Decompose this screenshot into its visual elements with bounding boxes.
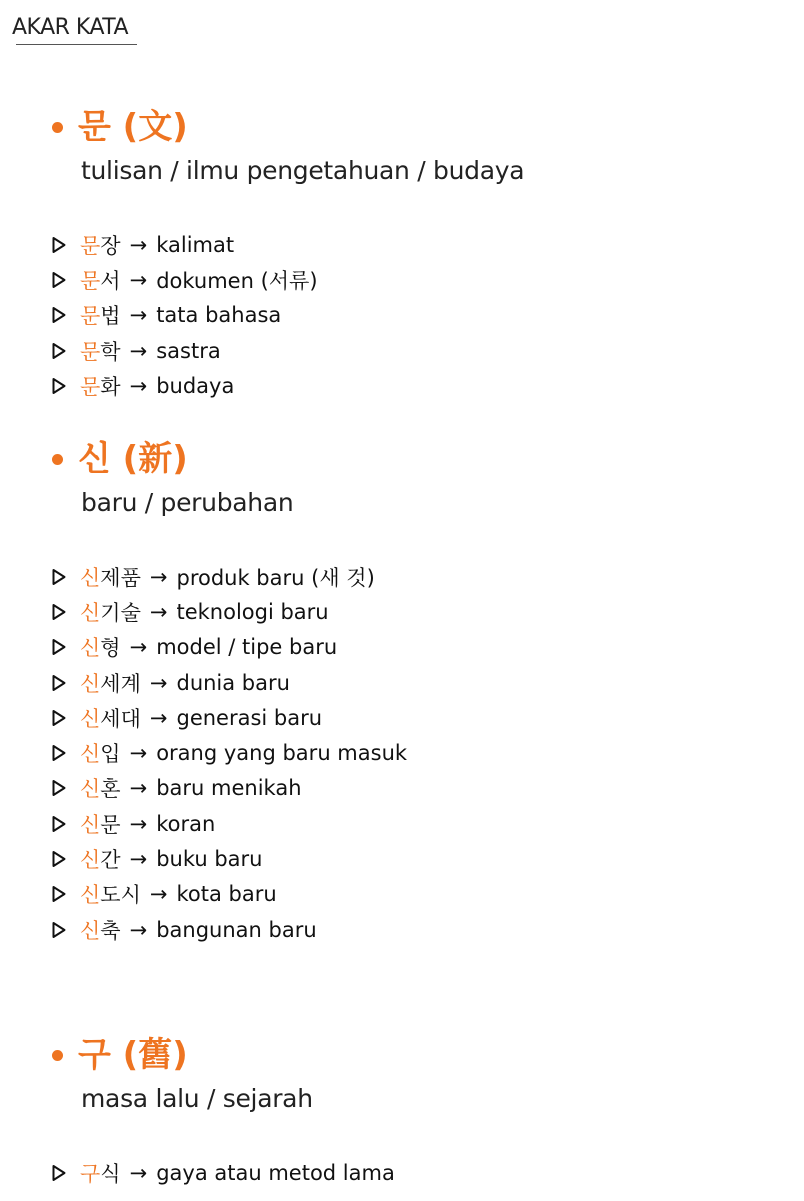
section-heading-gu [52,1033,188,1077]
triangle-right-icon [52,306,66,324]
word-list-sin [52,559,407,947]
word-suffix: 제품 [100,565,141,590]
triangle-right-icon [52,850,66,868]
word-meaning: baru menikah [156,776,302,801]
word-meaning: dunia baru [176,670,290,695]
arrow-icon: → [129,847,148,872]
word-meaning: budaya [156,373,235,398]
word-suffix: 식 [100,1161,121,1186]
word-root: 신 [80,918,101,943]
triangle-right-icon [52,568,66,586]
list-item [52,630,407,665]
word-meaning: sastra [156,338,221,363]
title-underline [16,44,137,45]
arrow-icon: → [129,267,148,292]
word-root: 문 [80,233,101,258]
triangle-right-icon [52,744,66,762]
list-item [52,877,407,912]
arrow-icon: → [129,811,148,836]
page-title: AKAR KATA [12,15,129,40]
arrow-icon: → [129,338,148,363]
list-item [52,700,407,735]
arrow-icon: → [129,917,148,942]
word-meaning: koran [156,811,216,836]
root-title: 문 (文) [78,107,188,147]
word-suffix: 세대 [100,706,141,731]
triangle-right-icon [52,674,66,692]
list-item [52,735,407,770]
triangle-right-icon [52,921,66,939]
triangle-right-icon [52,885,66,903]
word-root: 문 [80,339,101,364]
word-meaning: dokumen (서류) [156,268,318,293]
list-item [52,1155,395,1190]
word-suffix: 축 [100,918,121,943]
arrow-icon: → [129,1160,148,1185]
word-root: 신 [80,565,101,590]
word-suffix: 기술 [100,600,141,625]
word-suffix: 학 [100,339,121,364]
word-meaning: kota baru [176,882,277,907]
word-suffix: 화 [100,374,121,399]
arrow-icon: → [149,599,168,624]
arrow-icon: → [129,232,148,257]
word-suffix: 문 [100,812,121,837]
section-heading-mun [52,105,188,149]
list-item [52,333,318,368]
list-item [52,298,318,333]
word-meaning: gaya atau metod lama [156,1160,395,1185]
word-root: 신 [80,742,101,767]
root-title: 신 (新) [78,439,188,479]
word-list-mun [52,227,318,403]
list-item [52,806,407,841]
triangle-right-icon [52,709,66,727]
triangle-right-icon [52,815,66,833]
triangle-right-icon [52,603,66,621]
word-root: 신 [80,636,101,661]
list-item [52,841,407,876]
arrow-icon: → [149,705,168,730]
word-meaning: generasi baru [176,705,323,730]
word-root: 신 [80,671,101,696]
root-meaning: baru / perubahan [81,488,294,517]
word-root: 문 [80,268,101,293]
arrow-icon: → [129,373,148,398]
triangle-right-icon [52,377,66,395]
word-root: 문 [80,374,101,399]
word-root: 신 [80,812,101,837]
arrow-icon: → [149,670,168,695]
list-item [52,262,318,297]
arrow-icon: → [129,635,148,660]
word-meaning: kalimat [156,232,235,257]
word-suffix: 법 [100,304,121,329]
triangle-right-icon [52,779,66,797]
list-item [52,227,318,262]
arrow-icon: → [129,776,148,801]
list-item [52,665,407,700]
word-suffix: 도시 [100,883,141,908]
word-meaning: teknologi baru [176,599,329,624]
word-root: 문 [80,304,101,329]
word-root: 신 [80,883,101,908]
word-list-gu [52,1155,395,1190]
bullet-dot-icon [52,454,63,465]
bullet-dot-icon [52,1050,63,1061]
word-meaning: buku baru [156,847,263,872]
word-root: 신 [80,600,101,625]
triangle-right-icon [52,236,66,254]
word-meaning: tata bahasa [156,303,282,328]
word-suffix: 형 [100,636,121,661]
list-item [52,594,407,629]
bullet-dot-icon [52,122,63,133]
arrow-icon: → [149,882,168,907]
triangle-right-icon [52,342,66,360]
word-meaning: model / tipe baru [156,635,338,660]
triangle-right-icon [52,1164,66,1182]
word-suffix: 혼 [100,777,121,802]
word-suffix: 입 [100,742,121,767]
word-meaning: bangunan baru [156,917,317,942]
section-heading-sin [52,437,188,481]
word-root: 구 [80,1161,101,1186]
word-root: 신 [80,706,101,731]
arrow-icon: → [129,741,148,766]
arrow-icon: → [149,564,168,589]
list-item [52,559,407,594]
root-meaning: masa lalu / sejarah [81,1084,313,1113]
word-suffix: 장 [100,233,121,258]
word-root: 신 [80,777,101,802]
triangle-right-icon [52,271,66,289]
root-meaning: tulisan / ilmu pengetahuan / budaya [81,156,525,185]
word-suffix: 서 [100,268,121,293]
list-item [52,771,407,806]
word-suffix: 간 [100,848,121,873]
word-suffix: 세계 [100,671,141,696]
word-meaning: produk baru (새 것) [176,565,375,590]
word-meaning: orang yang baru masuk [156,741,408,766]
root-title: 구 (舊) [78,1035,188,1075]
arrow-icon: → [129,303,148,328]
list-item [52,912,407,947]
word-root: 신 [80,848,101,873]
list-item [52,368,318,403]
triangle-right-icon [52,638,66,656]
